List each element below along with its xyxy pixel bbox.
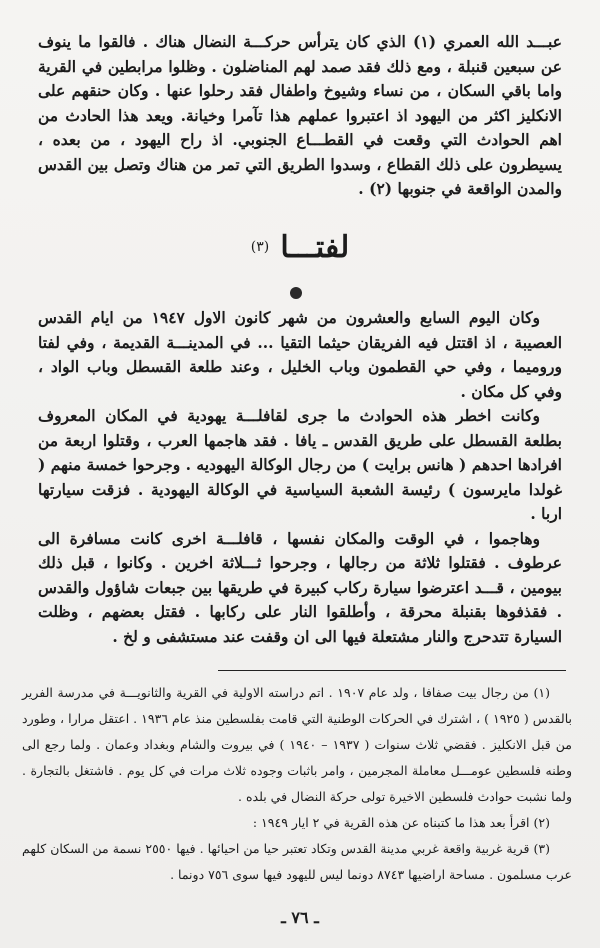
paragraph: وهاجموا ، في الوقت والمكان نفسها ، قافلـــة اخرى كانت مسافرة الى عرطوف . فقتلوا ثلاثة من رجالها ، وجرحوا ثـــلاثة اخرين . وكانوا ، قبل ذلك بيومين ، قـــد اعترضوا سيارة ركاب كبيرة في طريقها بين جبعات شاؤول والقدس . فقذفوها بقنبلة محرقة ، وأطلقوا النار على ركابها . فقتل بعضهم ، وظلت السيارة تتدحرج والنار مشتعلة فيها الى ان وقفت عند مستشفى و لخ . [38,528,562,646]
footnote-separator [218,670,566,671]
footnote: (١) من رجال بيت صفافا ، ولد عام ١٩٠٧ . اتم دراسته الاولية في القرية والثانويـــة في مدرسة الفرير بالقدس ( ١٩٢٥ ) ، اشترك في الحركات الوطنية التي قامت بفلسطين منذ عام ١٩٣٦ . اعتقل مرارا ، وطورد من قبل الانكليز . فقضي ثلاث سنوات ( ١٩٣٧ – ١٩٤٠ ) في بيروت والشام وبغداد وعمان . ولما رجع الى وطنه فلسطين عومـــل معاملة المجرمين ، وامر باثبات وجوده ثلاث مرات في كل يوم . فاشتغل بالتجارة . ولما نشبت حوادث فلسطين الاخيرة تولى حركة النضال في بلده . [22,685,572,804]
paragraph: وكان اليوم السابع والعشرون من شهر كانون الاول ١٩٤٧ من ايام القدس العصيبة ، اذ اقتتل فيه الفريقان حيثما التقيا ... في المدينـــة القديمة ، وفي لفتا وروميما ، وفي حي القطمون وباب الخليل ، وعند طلعة القسطل وباب الواد ، وفي كل مكان . [38,308,562,401]
footnotes [22,680,572,888]
section-body [38,306,562,649]
page-number: ـ ٧٦ ـ [281,908,319,927]
intro-paragraph: عبـــد الله العمري (١) الذي كان يترأس حركـــة النضال هناك . فالقوا ما ينوف عن سبعين قنبلة ، ومع ذلك فقد صمد لهم المناضلون . وظلوا مرابطين في القرية واما باقي السكان ، من نساء وشيوخ واطفال فقد رحلوا عنها . وكان حنقهم على الانكليز اكثر من اليهود اذ اعتبروا عملهم هذا تآمرا وخيانة. ويعد هذا الحادث من اهم الحوادث التي وقعت في القطـــاع الجنوبي. اذ راح اليهود ، من بعده ، يسيطرون على ذلك القطاع ، وسدوا الطريق التي تمر من هناك وتصل بين القدس والمدن الواقعة في جنوبها (٢) . [38,32,562,198]
section-title: لفتـــا [280,230,350,265]
intro-paragraph-block [38,30,562,202]
paragraph: وكانت اخطر هذه الحوادث ما جرى لقافلـــة يهودية في المكان المعروف بطلعة القسطل على طريق القدس ـ يافا . فقد هاجمها العرب ، وقتلوا اربعة من افرادها احدهم ( هانس برايت ) من رجال الوكالة اليهوديه . وجرحوا خمسة منهم ( غولدا مايرسون ) رئيسة الشعبة السياسية في الوكالة اليهودية . فزقت سيارتها اربا . [38,406,562,523]
section-title-footnote-ref: (٣) [250,238,270,255]
footnote: (٢) اقرأ بعد هذا ما كتبناه عن هذه القرية في ٢ ايار ١٩٤٩ : [252,815,550,830]
section-divider-dot-icon [290,287,302,299]
footnote: (٣) قرية غربية واقعة غربي مدينة القدس وتكاد تعتبر حيا من احيائها . فيها ٢٥٥٠ نسمة من السكان كلهم عرب مسلمون . مساحة اراضيها ٨٧٤٣ دونما ليس لليهود فيها سوى ٧٥٦ دونما . [22,841,572,882]
